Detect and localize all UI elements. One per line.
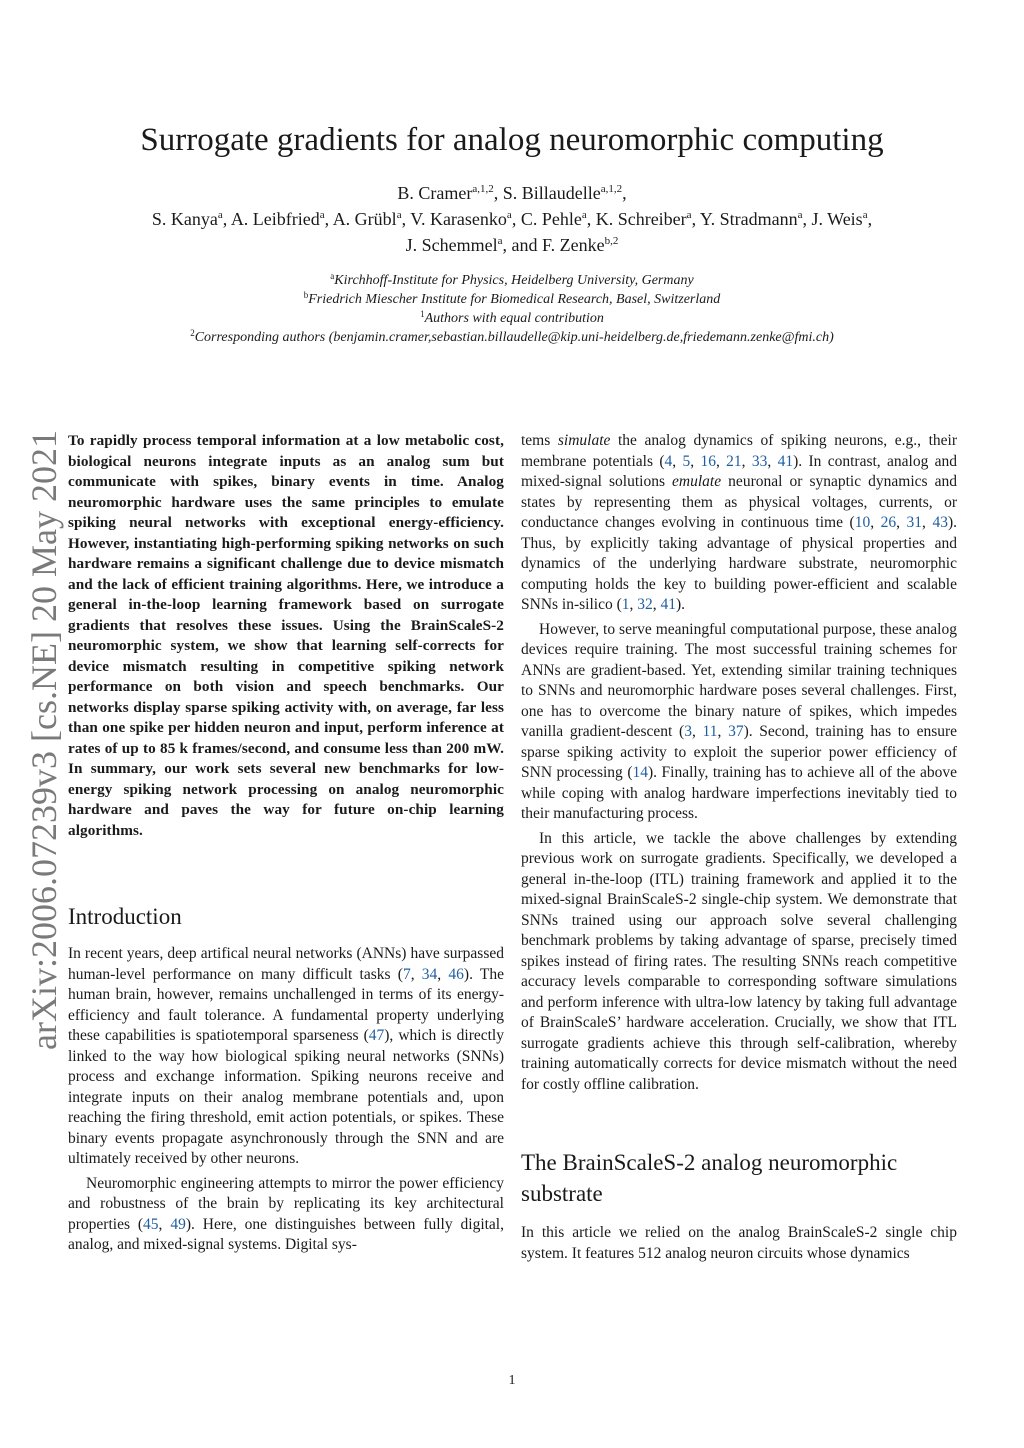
affiliation-line (40, 328, 984, 347)
text-run: the analog dynamics of spiking neurons, e.g., their membrane potentials ( (521, 432, 957, 470)
citation-link[interactable]: 47 (368, 1027, 385, 1044)
body-paragraph (521, 620, 957, 825)
text-run: , (629, 596, 638, 613)
author-line-2: S. Kanya$^a$, A. Leibfried$^a$, A. Grübl$^a$, V. Karasenko$^a$, C. Pehle$^a$, K. Schreiber$^a$, Y. Stradmann$^a$, J. Weis$^a$, (151, 209, 873, 229)
substrate-heading: The BrainScaleS-2 analog neuromorphic substrate (521, 1150, 898, 1206)
citation-link[interactable]: 41 (777, 452, 794, 470)
author-affiliation-mark: a,1,2 (600, 183, 623, 195)
author-name: F. Zenke (542, 235, 605, 255)
text-run: ). The human brain, however, remains unchallenged in terms of its energy-efficiency and fault tolerance. A fundamental property underlying these capabilities is spatiotemporal sparseness ( (68, 965, 504, 1044)
author-affiliation-mark: a (497, 235, 503, 247)
text-run: , (652, 596, 661, 613)
text-run: , (870, 514, 881, 531)
text-run: ). In contrast, analog and mixed-signal solutions (521, 452, 958, 490)
affiliation-mark: 2 (190, 328, 195, 338)
text-run: tems (521, 432, 558, 449)
citation-link[interactable]: 45 (143, 1215, 159, 1233)
citation-link[interactable]: 21 (726, 452, 742, 470)
author-affiliation-mark: a (217, 209, 223, 221)
author-affiliation-mark: a (506, 209, 512, 221)
citation-link[interactable]: 7 (402, 965, 411, 983)
citation-link[interactable]: 1 (621, 596, 630, 613)
citation-link[interactable]: 31 (906, 514, 923, 531)
text-run: , (691, 723, 703, 740)
affiliation-line (40, 309, 984, 328)
author-affiliation-mark: a (686, 209, 692, 221)
text-run: , (672, 452, 683, 470)
author-affiliation-mark: a (797, 209, 803, 221)
citation-link[interactable]: 49 (170, 1215, 186, 1233)
body-paragraph (68, 1174, 504, 1256)
introduction-continued-body (521, 431, 957, 1095)
citation-link[interactable]: 11 (702, 723, 718, 740)
affiliation-line (40, 290, 984, 309)
citation-link[interactable]: 37 (728, 723, 744, 740)
citation-link[interactable]: 3 (684, 723, 692, 740)
author-name: S. Billaudelle (502, 183, 601, 203)
text-run: ). Thus, by explicitly taking advantage of physical properties and dynamics of the underlying hardware substrate, neuromorphic computing holds the key to building power-efficient and scalable SNNs in-silico ( (521, 514, 957, 613)
page-number: 1 (508, 1373, 516, 1388)
citation-link[interactable]: 32 (637, 596, 653, 613)
citation-link[interactable]: 26 (880, 514, 897, 531)
author-name: Y. Stradmann (699, 209, 798, 229)
text-run: In this article, we tackle the above challenges by extending previous work on surrogate gradients. Specifically, we developed a general in-the-loop (ITL) training framework and applied it to the mixed-signal BrainScaleS-2 single-chip system. We demonstrate that SNNs trained using our approach solve several challenging benchmark problems by taking advantage of sparse, precisely timed spikes instead of firing rates. The resulting SNNs reach competitive accuracy levels comparable to corresponding software simulations and perform inference with ultra-low latency by taking full advantage of BrainScaleS’ hardware acceleration. Crucially, we show that ITL surrogate gradients achieve this through self-calibration, whereby training automatically corrects for device mismatch without the need for costly offline calibration. (521, 829, 957, 1093)
text-run: , (767, 452, 778, 470)
introduction-body (68, 944, 504, 1256)
author-affiliation-mark: a (396, 209, 402, 221)
affiliation-text: Corresponding authors (benjamin.cramer,sebastian.billaudelle@kip.uni-heidelberg.de,friedemann.zenke@fmi.ch) (194, 330, 834, 345)
author-name: J. Schemmel (405, 235, 498, 255)
author-name: A. Leibfried (230, 209, 320, 229)
text-run: , (690, 452, 701, 470)
author-affiliation-mark: a (319, 209, 325, 221)
text-run: neuronal or synaptic dynamics and states by representing them as physical voltages, currents, or conductance changes evolving in continuous time ( (521, 473, 958, 531)
text-run: , (741, 452, 752, 470)
text-run: In recent years, deep artifical neural networks (ANNs) have surpassed human-level performance on many difficult tasks ( (68, 945, 504, 983)
text-run: Neuromorphic engineering attempts to mirror the power efficiency and robustness of the brain by replicating its key architectural properties ( (68, 1174, 504, 1233)
author-affiliation-mark: b,2 (604, 235, 619, 247)
body-paragraph (68, 944, 504, 1170)
emphasized-term: simulate (557, 432, 611, 449)
citation-link[interactable]: 14 (632, 764, 648, 781)
author-name: K. Schreiber (595, 209, 687, 229)
author-name: V. Karasenko (410, 209, 507, 229)
citation-link[interactable]: 34 (421, 965, 438, 983)
affiliation-text: Authors with equal contribution (424, 311, 604, 326)
author-name: A. Grübl (332, 209, 397, 229)
left-column (68, 431, 504, 1256)
author-affiliation-mark: a (581, 209, 587, 221)
body-paragraph (521, 431, 957, 616)
author-affiliation-mark: a,1,2 (472, 183, 494, 195)
arxiv-identifier: arXiv:2006.07239v3 [cs.NE] 20 May 2021 (24, 430, 64, 1050)
text-run: ). Second, training has to ensure sparse spiking activity to exploit the superior power efficiency of SNN processing ( (521, 723, 958, 781)
citation-link[interactable]: 16 (700, 452, 716, 470)
text-run: , (896, 514, 907, 531)
author-line-3: J. Schemmel$^a$, and F. Zenke$^{b,2}$ (405, 235, 619, 255)
affiliation-mark: 1 (420, 309, 425, 319)
citation-link[interactable]: 33 (751, 452, 768, 470)
author-name: C. Pehle (520, 209, 582, 229)
text-run: ). Finally, training has to achieve all of the above while coping with analog hardware imperfections inevitably tied to their manufacturing process. (521, 764, 957, 822)
author-affiliation-mark: a (862, 209, 868, 221)
author-name: B. Cramer (397, 183, 473, 203)
text-run: , (922, 514, 933, 531)
text-run: , (158, 1215, 171, 1233)
text-run: , (715, 452, 727, 470)
citation-link[interactable]: 4 (664, 452, 673, 470)
citation-link[interactable]: 10 (854, 514, 871, 531)
author-list (60, 180, 964, 258)
text-run: However, to serve meaningful computational purpose, these analog devices require training. The most successful training schemes for ANNs are gradient-based. Yet, extending similar training techniques to SNNs and neuromorphic hardware poses several challenges. First, one has to overcome the binary nature of spikes, which impedes vanilla gradient-descent ( (521, 620, 957, 740)
text-run: , (437, 965, 449, 983)
text-run: ), which is directly linked to the way how biological spiking neural networks (SNNs) process and exchange information. Spiking neurons receive and integrate inputs on their analog membrane potentials and, upon reaching the firing threshold, emit action potentials, or spikes. These binary events propagate asynchronously through the SNN and are ultimately received by other neurons. (68, 1027, 504, 1167)
citation-link[interactable]: 46 (448, 965, 464, 983)
emphasized-term: emulate (672, 473, 722, 490)
abstract: To rapidly process temporal information at a low metabolic cost, biological neurons integrate inputs as an analog sum but communicate with spikes, binary events in time. Analog neuromorphic hardware uses the same principles to emulate spiking neural networks with exceptional energy-efficiency. However, instantiating high-performing spiking networks on such hardware remains a significant challenge due to device mismatch and the lack of efficient training algorithms. Here, we introduce a general in-the-loop learning framework based on surrogate gradients that resolves these issues. Using the BrainScaleS-2 neuromorphic system, we show that learning self-corrects for device mismatch resulting in competitive spiking network performance on both vision and speech benchmarks. Our networks display sparse spiking activity with, on average, far less than one spike per hidden neuron and input, perform inference at rates of up to 85 k frames/second, and consume less than 200 mW. In summary, our work sets several new benchmarks for low-energy spiking network processing on analog neuromorphic hardware and paves the way for future on-chip learning algorithms. (68, 432, 504, 839)
text-run: , (410, 965, 422, 983)
citation-link[interactable]: 43 (932, 514, 948, 531)
body-paragraph (521, 829, 957, 1096)
affiliation-list (40, 271, 984, 347)
author-name: J. Weis (811, 209, 863, 229)
affiliation-text: Kirchhoff-Institute for Physics, Heidelberg University, Germany (334, 273, 694, 288)
author-line-1: B. Cramer$^{a,1,2}$, S. Billaudelle$^{a,1,2}$, (397, 183, 627, 203)
substrate-paragraph: In this article we relied on the analog BrainScaleS-2 single chip system. It features 512 analog neuron circuits whose dynamics (521, 1224, 957, 1262)
text-run: , (717, 723, 729, 740)
text-run: ). Here, one distinguishes between fully digital, analog, and mixed-signal systems. Digital sys- (68, 1215, 504, 1253)
affiliation-text: Friedrich Miescher Institute for Biomedical Research, Basel, Switzerland (308, 292, 721, 307)
affiliation-mark: a (330, 271, 335, 281)
right-column (521, 431, 957, 1264)
affiliation-line (40, 271, 984, 290)
introduction-heading: Introduction (68, 904, 182, 929)
author-name: S. Kanya (151, 209, 218, 229)
citation-link[interactable]: 5 (682, 452, 691, 470)
citation-link[interactable]: 41 (660, 596, 676, 613)
text-run: ). (676, 596, 686, 613)
affiliation-mark: b (303, 290, 309, 300)
paper-title: Surrogate gradients for analog neuromorphic computing (140, 122, 884, 158)
